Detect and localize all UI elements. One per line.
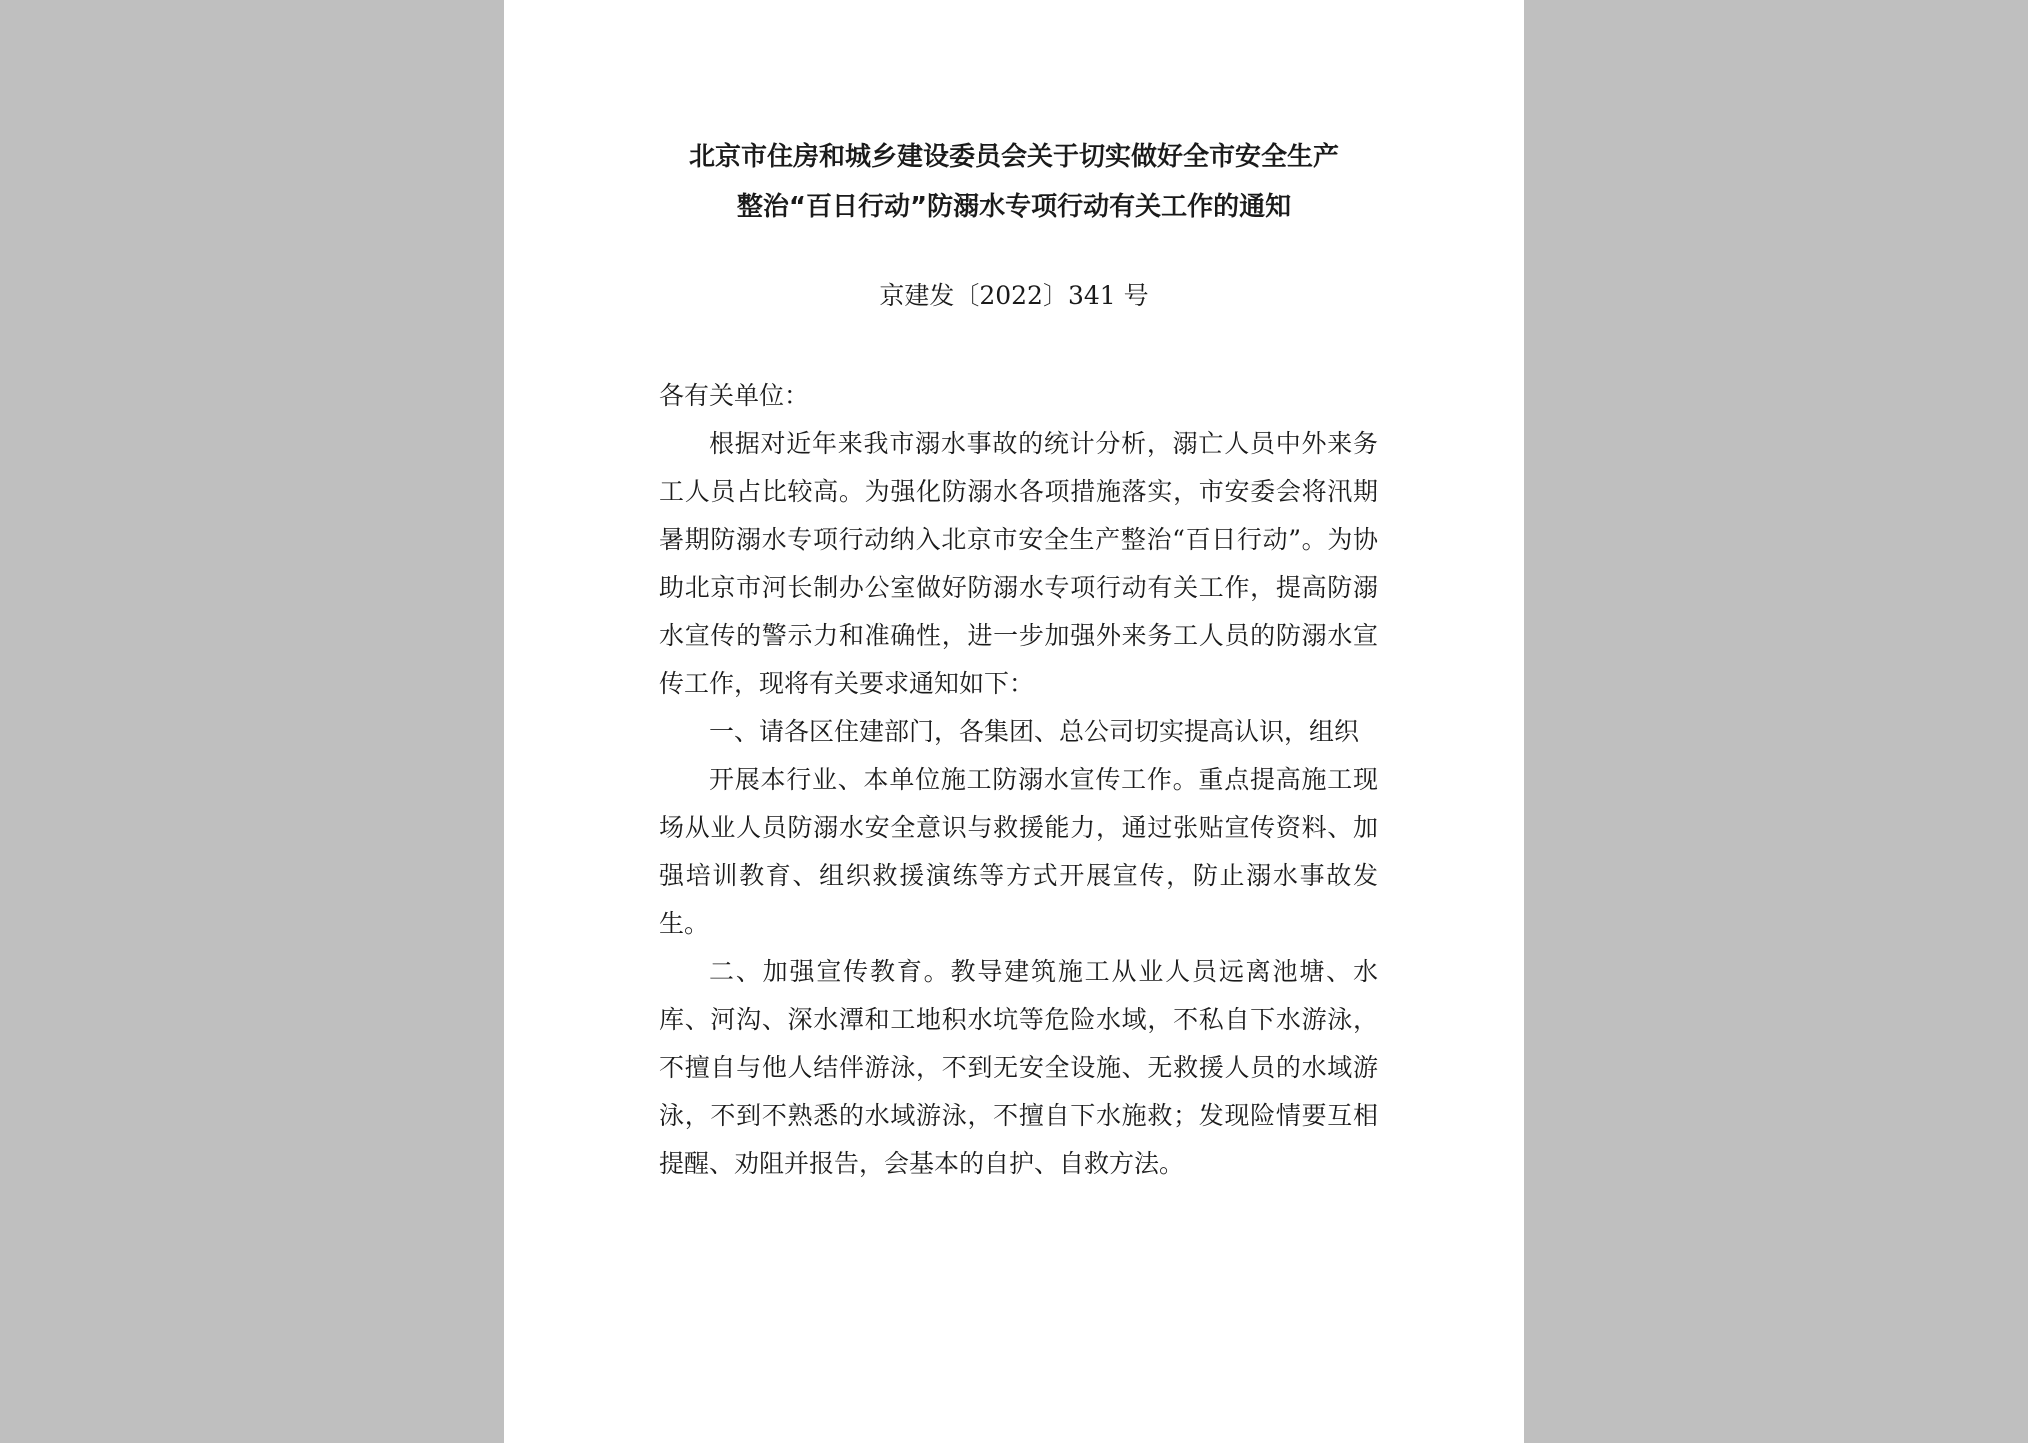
title-line-2: 整治“百日行动”防溺水专项行动有关工作的通知 [736,192,1292,222]
document-body [659,372,1378,1188]
document-number: 京建发〔2022〕341 号 [879,281,1149,310]
paragraph-item-2: 二、加强宣传教育。教导建筑施工从业人员远离池塘、水库、河沟、深水潭和工地积水坑等危险水域，不私自下水游泳，不擅自与他人结伴游泳，不到无安全设施、无救援人员的水域游泳，不到不熟悉的水域游泳，不擅自下水施救；发现险情要互相提醒、劝阻并报告，会基本的自护、自救方法。 [659,957,1378,1178]
document-page [504,0,1524,1443]
paragraph-item-1-continued: 开展本行业、本单位施工防溺水宣传工作。重点提高施工现场从业人员防溺水安全意识与救援能力，通过张贴宣传资料、加强培训教育、组织救援演练等方式开展宣传，防止溺水事故发生。 [659,765,1378,938]
paragraph-item-1: 一、请各区住建部门，各集团、总公司切实提高认识，组织 [709,717,1360,746]
salutation: 各有关单位： [659,381,810,410]
paragraph-intro: 根据对近年来我市溺水事故的统计分析，溺亡人员中外来务工人员占比较高。为强化防溺水各项措施落实，市安委会将汛期暑期防溺水专项行动纳入北京市安全生产整治“百日行动”。为协助北京市河长制办公室做好防溺水专项行动有关工作，提高防溺水宣传的警示力和准确性，进一步加强外来务工人员的防溺水宣传工作，现将有关要求通知如下： [659,429,1378,698]
title-line-1: 北京市住房和城乡建设委员会关于切实做好全市安全生产 [688,142,1339,172]
document-title [504,132,1524,232]
